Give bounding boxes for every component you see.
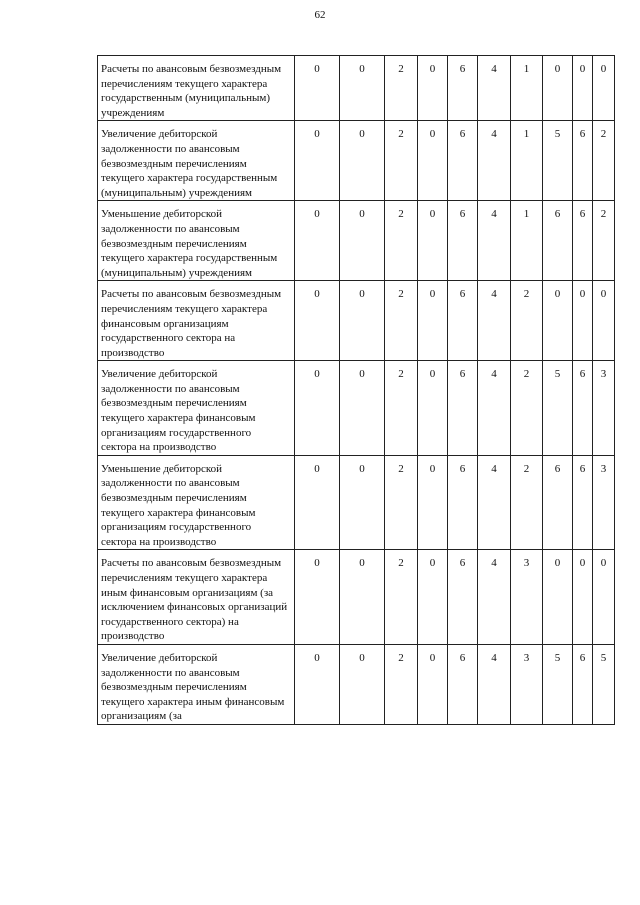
code-digit-cell: 0 — [295, 121, 340, 201]
row-label: Расчеты по авансовым безвозмездным перечислениям текущего характера государственным (муниципальным) учреждениям — [98, 56, 295, 121]
code-digit-cell: 4 — [478, 644, 511, 724]
code-digit-cell: 0 — [418, 121, 448, 201]
code-digit-cell: 2 — [593, 121, 615, 201]
row-label: Увеличение дебиторской задолженности по авансовым безвозмездным перечислениям текущего характера финансовым организациям государственного сектора на производство — [98, 361, 295, 456]
code-digit-cell: 0 — [573, 550, 593, 645]
code-digit-cell: 6 — [448, 644, 478, 724]
code-digit-cell: 0 — [340, 361, 385, 456]
code-digit-cell: 6 — [448, 550, 478, 645]
code-digit-cell: 0 — [295, 455, 340, 550]
row-label: Уменьшение дебиторской задолженности по авансовым безвозмездным перечислениям текущего характера финансовым организациям государственного сектора на производство — [98, 455, 295, 550]
code-digit-cell: 6 — [573, 644, 593, 724]
code-digit-cell: 0 — [340, 455, 385, 550]
code-digit-cell: 2 — [385, 201, 418, 281]
code-digit-cell: 2 — [385, 281, 418, 361]
code-digit-cell: 6 — [573, 201, 593, 281]
code-digit-cell: 0 — [543, 56, 573, 121]
code-digit-cell: 0 — [418, 550, 448, 645]
code-digit-cell: 1 — [511, 121, 543, 201]
code-digit-cell: 0 — [340, 121, 385, 201]
code-digit-cell: 2 — [385, 550, 418, 645]
code-digit-cell: 0 — [573, 281, 593, 361]
code-digit-cell: 6 — [573, 455, 593, 550]
code-digit-cell: 4 — [478, 121, 511, 201]
code-digit-cell: 5 — [543, 644, 573, 724]
table-body — [98, 56, 615, 725]
code-digit-cell: 2 — [385, 644, 418, 724]
code-digit-cell: 6 — [543, 201, 573, 281]
code-digit-cell: 0 — [295, 361, 340, 456]
code-digit-cell: 4 — [478, 361, 511, 456]
code-digit-cell: 2 — [385, 121, 418, 201]
code-digit-cell: 0 — [295, 550, 340, 645]
row-label: Увеличение дебиторской задолженности по авансовым безвозмездным перечислениям текущего характера иным финансовым организациям (за — [98, 644, 295, 724]
code-digit-cell: 0 — [340, 201, 385, 281]
row-label: Расчеты по авансовым безвозмездным перечислениям текущего характера финансовым организациям государственного сектора на производство — [98, 281, 295, 361]
code-digit-cell: 0 — [543, 550, 573, 645]
row-label: Уменьшение дебиторской задолженности по авансовым безвозмездным перечислениям текущего характера государственным (муниципальным) учреждениям — [98, 201, 295, 281]
code-digit-cell: 4 — [478, 281, 511, 361]
code-digit-cell: 0 — [543, 281, 573, 361]
code-digit-cell: 6 — [448, 56, 478, 121]
code-digit-cell: 0 — [295, 201, 340, 281]
account-codes-table — [97, 55, 615, 725]
code-digit-cell: 0 — [593, 281, 615, 361]
row-label: Расчеты по авансовым безвозмездным перечислениям текущего характера иным финансовым организациям (за исключением финансовых организаций государственного сектора) на производство — [98, 550, 295, 645]
code-digit-cell: 0 — [418, 281, 448, 361]
code-digit-cell: 2 — [511, 281, 543, 361]
code-digit-cell: 3 — [593, 455, 615, 550]
code-digit-cell: 6 — [543, 455, 573, 550]
table-row — [98, 361, 615, 456]
code-digit-cell: 2 — [511, 361, 543, 456]
code-digit-cell: 4 — [478, 455, 511, 550]
table-row — [98, 455, 615, 550]
code-digit-cell: 3 — [511, 644, 543, 724]
code-digit-cell: 1 — [511, 56, 543, 121]
code-digit-cell: 0 — [418, 201, 448, 281]
code-digit-cell: 0 — [573, 56, 593, 121]
table-row — [98, 550, 615, 645]
code-digit-cell: 6 — [573, 121, 593, 201]
code-digit-cell: 0 — [295, 56, 340, 121]
table-row — [98, 281, 615, 361]
code-digit-cell: 6 — [448, 455, 478, 550]
code-digit-cell: 0 — [340, 550, 385, 645]
code-digit-cell: 4 — [478, 201, 511, 281]
table-row — [98, 56, 615, 121]
code-digit-cell: 4 — [478, 56, 511, 121]
code-digit-cell: 0 — [593, 56, 615, 121]
code-digit-cell: 5 — [593, 644, 615, 724]
code-digit-cell: 6 — [573, 361, 593, 456]
code-digit-cell: 2 — [385, 56, 418, 121]
code-digit-cell: 0 — [418, 455, 448, 550]
code-digit-cell: 0 — [418, 644, 448, 724]
page-number: 62 — [314, 9, 326, 21]
code-digit-cell: 2 — [593, 201, 615, 281]
code-digit-cell: 6 — [448, 121, 478, 201]
code-digit-cell: 0 — [295, 281, 340, 361]
code-digit-cell: 0 — [340, 56, 385, 121]
code-digit-cell: 6 — [448, 281, 478, 361]
code-digit-cell: 5 — [543, 121, 573, 201]
table-row — [98, 121, 615, 201]
code-digit-cell: 2 — [385, 361, 418, 456]
code-digit-cell: 2 — [511, 455, 543, 550]
code-digit-cell: 6 — [448, 361, 478, 456]
code-digit-cell: 0 — [593, 550, 615, 645]
code-digit-cell: 4 — [478, 550, 511, 645]
table-row — [98, 201, 615, 281]
code-digit-cell: 6 — [448, 201, 478, 281]
code-digit-cell: 5 — [543, 361, 573, 456]
code-digit-cell: 0 — [295, 644, 340, 724]
table-row — [98, 644, 615, 724]
code-digit-cell: 0 — [418, 56, 448, 121]
code-digit-cell: 1 — [511, 201, 543, 281]
code-digit-cell: 0 — [340, 281, 385, 361]
code-digit-cell: 2 — [385, 455, 418, 550]
row-label: Увеличение дебиторской задолженности по авансовым безвозмездным перечислениям текущего характера государственным (муниципальным) учреждениям — [98, 121, 295, 201]
code-digit-cell: 0 — [418, 361, 448, 456]
code-digit-cell: 3 — [593, 361, 615, 456]
code-digit-cell: 0 — [340, 644, 385, 724]
code-digit-cell: 3 — [511, 550, 543, 645]
